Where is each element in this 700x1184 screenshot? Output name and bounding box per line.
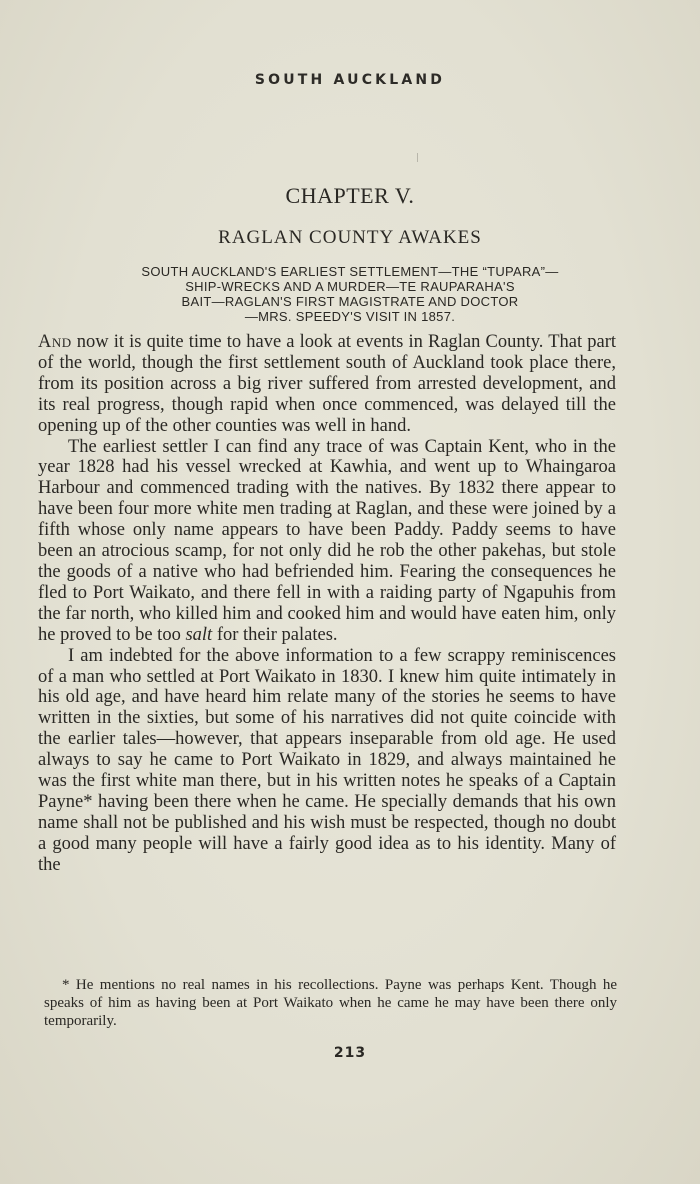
body-text <box>38 332 616 876</box>
paragraph-3: I am indebted for the above information to a few scrappy reminiscences of a man who settled at Port Waikato in 1830. I knew him quite intimately in his old age, and have heard him relate many of the stories he seems to have written in the sixties, but some of his narratives did not quite coincide with the earlier tales—however, that appears inseparable from old age. He used always to say he came to Port Waikato in 1829, and always maintained he was the first white man there, but in his written notes he speaks of a Captain Payne* having been there when he came. He specially demands that his own name shall not be published and his wish must be respected, though no doubt a good many people will have a fairly good idea as to his identity. Many of the <box>38 645 616 875</box>
footnote <box>44 976 617 1030</box>
chapter-title: RAGLAN COUNTY AWAKES <box>218 227 482 248</box>
paragraph-2-text-b: for their palates. <box>212 624 338 645</box>
paragraph-2 <box>38 437 616 646</box>
paragraph-2-text-a: The earliest settler I can find any trace of was Captain Kent, who in the year 1828 had his vessel wrecked at Kawhia, and went up to Whaingaroa Harbour and commenced trading with the natives. By 1832 there appear to have been four more white men trading at Raglan, and these were joined by a fifth whose only name appears to have been Paddy. Paddy seems to have been an atrocious scamp, for not only did he rob the other pakehas, but stole the goods of a native who had befriended him. Fearing the consequences he fled to Port Waikato, and there fell in with a raiding party of Ngapuhis from the far north, who killed him and cooked him and would have eaten him, only he proved to be too <box>38 436 616 645</box>
paragraph-lead-word: And <box>38 332 72 352</box>
italic-word: salt <box>185 624 213 645</box>
paragraph-1 <box>38 332 616 437</box>
synopsis-line: SOUTH AUCKLAND'S EARLIEST SETTLEMENT—THE “TUPARA”— <box>141 264 559 279</box>
chapter-number: CHAPTER V. <box>285 183 415 208</box>
paragraph-1-text: now it is quite time to have a look at events in Raglan County. That part of the world, though the first settlement south of Auckland took place there, from its position across a big river suffered from arrested development, and its real progress, though rapid when once commenced, was delayed till the opening up of the other counties was well in hand. <box>38 332 616 436</box>
synopsis-line: —MRS. SPEEDY'S VISIT IN 1857. <box>244 309 456 324</box>
page-number: 213 <box>333 1045 367 1061</box>
chapter-synopsis <box>60 264 640 324</box>
synopsis-line: BAIT—RAGLAN'S FIRST MAGISTRATE AND DOCTOR <box>181 294 519 309</box>
running-head: SOUTH AUCKLAND <box>254 72 446 88</box>
paper-speck <box>417 153 418 162</box>
synopsis-line: SHIP-WRECKS AND A MURDER—TE RAUPARAHA'S <box>185 279 515 294</box>
footnote-text: * He mentions no real names in his recollections. Payne was perhaps Kent. Though he speaks of him as having been at Port Waikato when he came he may have been there only temporarily. <box>44 977 617 1029</box>
